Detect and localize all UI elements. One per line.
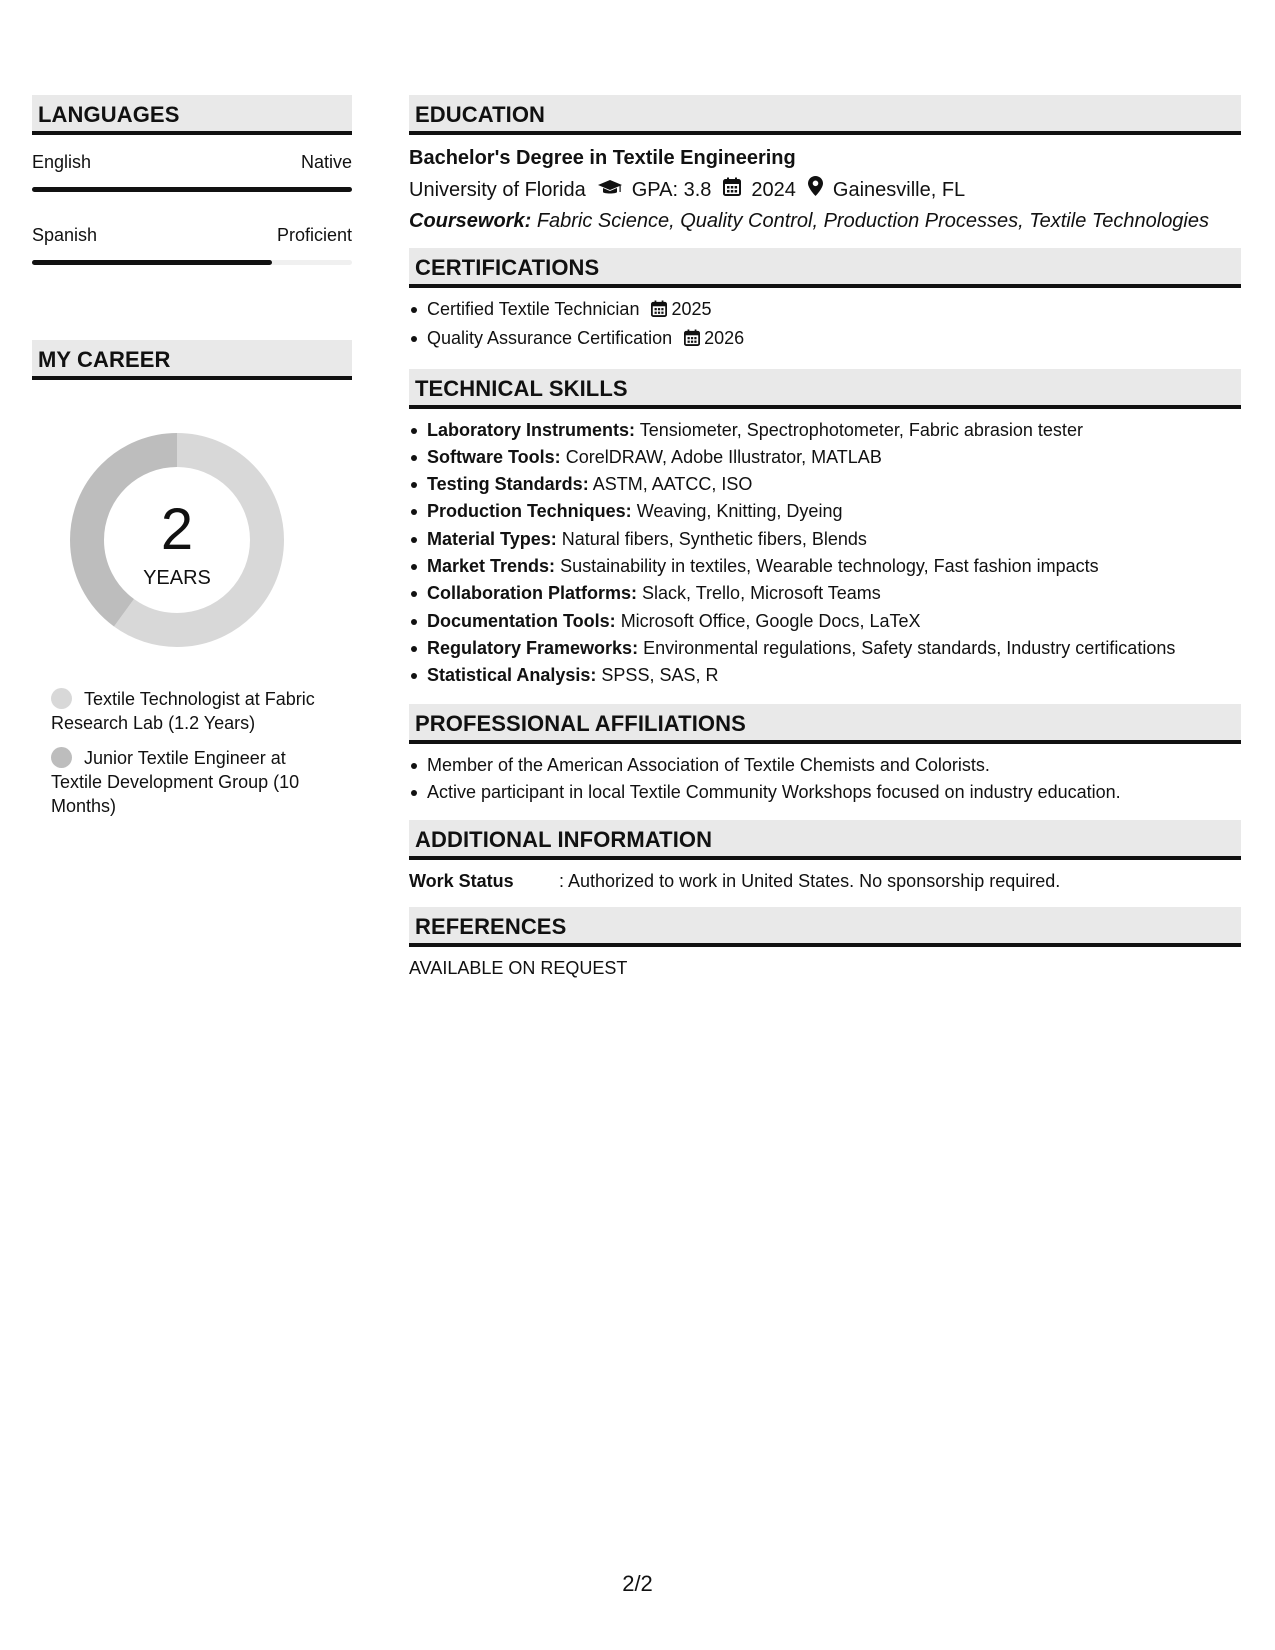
language-proficiency-bar [32,260,352,265]
career-total-unit: YEARS [143,567,211,589]
calendar-icon [684,327,700,354]
skill-label: Software Tools: [427,446,561,467]
list-item [409,296,1241,325]
language-item [32,151,352,192]
skill-label: Production Techniques: [427,501,632,522]
graduation-cap-icon [598,177,622,203]
skill-value: Weaving, Knitting, Dyeing [636,501,843,522]
list-item [409,553,1241,580]
skill-label: Market Trends: [427,556,556,577]
education-school: University of Florida [409,178,586,201]
list-item [409,662,1241,689]
affiliations-list [409,752,1241,807]
skill-label: Regulatory Frameworks: [427,637,639,658]
language-proficiency-fill [32,260,272,265]
career-legend-dot [51,688,72,709]
career-donut-chart [62,425,292,655]
language-item [32,224,352,265]
education-details [409,176,1241,203]
skill-value: Sustainability in textiles, Wearable technology, Fast fashion impacts [560,556,1099,577]
skill-value: SPSS, SAS, R [601,665,719,686]
education-heading: EDUCATION [409,95,1241,135]
career-heading: MY CAREER [32,340,352,380]
list-item [409,608,1241,635]
calendar-icon [651,298,667,325]
certification-name: Certified Textile Technician [427,299,640,319]
language-level: Proficient [276,225,352,245]
skill-label: Material Types: [427,528,557,549]
language-name: Spanish [32,225,98,245]
skill-value: CorelDRAW, Adobe Illustrator, MATLAB [565,446,882,467]
language-level: Native [300,152,352,172]
list-item: Active participant in local Textile Community Workshops focused on industry education. [409,779,1241,806]
work-status-label: Work Status [409,871,514,892]
education-coursework [409,208,1241,234]
career-total-years: 2 [160,497,194,562]
list-item [409,580,1241,607]
list-item [409,417,1241,444]
references-heading: REFERENCES [409,907,1241,947]
career-legend-text: Textile Technologist at Fabric Research Lab (1.2 Years) [51,689,315,733]
map-pin-icon [808,176,823,203]
list-item [409,498,1241,525]
certification-name: Quality Assurance Certification [427,328,673,349]
skill-label: Statistical Analysis: [427,665,597,686]
technical-skills-heading: TECHNICAL SKILLS [409,369,1241,409]
skill-label: Testing Standards: [427,474,589,495]
list-item [409,444,1241,471]
language-name: English [32,152,92,172]
skills-list [409,417,1241,690]
work-status-row [409,869,1241,893]
list-item [409,471,1241,498]
coursework-value: Fabric Science, Quality Control, Production Processes, Textile Technologies [536,210,1209,232]
skill-value: Microsoft Office, Google Docs, LaTeX [620,610,921,631]
languages-heading: LANGUAGES [32,95,352,135]
career-legend-item [51,687,341,735]
sidebar [32,95,352,816]
skill-value: Environmental regulations, Safety standards, Industry certifications [643,637,1176,658]
certification-year: 2026 [704,328,745,349]
certification-year: 2025 [671,299,712,319]
skill-label: Documentation Tools: [427,610,616,631]
skill-value: Slack, Trello, Microsoft Teams [642,583,881,604]
coursework-label: Coursework: [409,210,532,232]
calendar-icon [723,177,741,203]
list-item [409,325,1241,354]
certifications-list [409,296,1241,355]
career-legend-item [51,746,341,818]
certifications-heading: CERTIFICATIONS [409,248,1241,288]
skill-value: ASTM, AATCC, ISO [592,474,753,495]
education-year: 2024 [751,178,796,201]
references-value: AVAILABLE ON REQUEST [409,958,628,979]
page-number: 2/2 [622,1571,653,1596]
main-content [409,95,1241,980]
education-degree: Bachelor's Degree in Textile Engineering [409,147,796,169]
affiliations-heading: PROFESSIONAL AFFILIATIONS [409,704,1241,744]
skill-value: Tensiometer, Spectrophotometer, Fabric abrasion tester [639,419,1083,440]
career-legend-text: Junior Textile Engineer at Textile Development Group (10 Months) [51,748,300,816]
career-legend-dot [51,747,72,768]
language-proficiency-fill [32,187,352,192]
skill-label: Collaboration Platforms: [427,583,638,604]
skill-value: Natural fibers, Synthetic fibers, Blends [561,528,867,549]
education-location: Gainesville, FL [832,178,966,201]
list-item [409,635,1241,662]
skill-label: Laboratory Instruments: [427,419,636,440]
work-status-value: : Authorized to work in United States. No sponsorship required. [559,871,1061,892]
list-item: Member of the American Association of Textile Chemists and Colorists. [409,752,1241,779]
language-proficiency-bar [32,187,352,192]
list-item [409,526,1241,553]
education-gpa: GPA: 3.8 [631,178,712,201]
additional-info-heading: ADDITIONAL INFORMATION [409,820,1241,860]
